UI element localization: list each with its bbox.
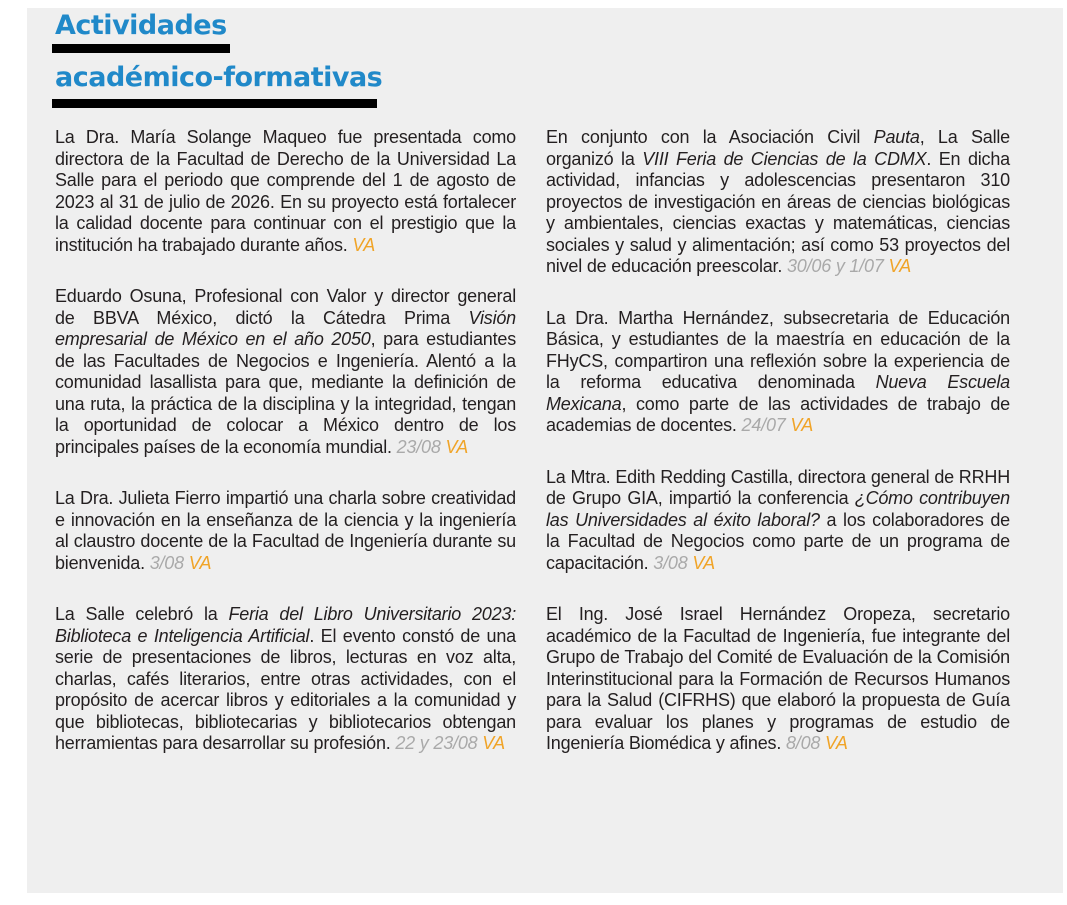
paragraph-text: , como parte de las actividades de trabajo de academias de docentes. bbox=[546, 393, 1010, 435]
va-credit: VA bbox=[352, 234, 376, 255]
news-paragraph bbox=[55, 127, 516, 256]
date-label: 3/08 bbox=[149, 552, 189, 573]
paragraph-text: La Dra. Julieta Fierro impartió una charla sobre creatividad e innovación en la enseñanza de la ciencia y la ingeniería al claustro docente de la Facultad de Ingeniería durante su bienvenida. bbox=[55, 488, 516, 573]
paragraph-text: La Salle celebró la bbox=[55, 604, 229, 624]
paragraph-text: . El evento constó de una serie de presentaciones de libros, lecturas en voz alta, charlas, cafés literarios, entre otras actividades, con el propósito de acercar libros y editoriales a la comunidad y que bibliotecas, bibliotecarias y bibliotecarios obtengan herramientas para desarrollar su profesión. bbox=[55, 625, 516, 753]
title-underline-bar-2 bbox=[52, 99, 377, 108]
date-label: 3/08 bbox=[653, 552, 693, 573]
work-title-text: Visión empresarial de México en el año 2050 bbox=[55, 307, 516, 349]
page-background bbox=[27, 8, 1063, 893]
va-credit: VA bbox=[445, 436, 469, 457]
news-column-left bbox=[55, 127, 516, 755]
paragraph-text: a los colaboradores de la Facultad de Negocios como parte de un programa de capacitación. bbox=[546, 509, 1010, 573]
work-title-text: VIII Feria de Ciencias de la CDMX bbox=[642, 148, 927, 169]
section-title-line1: Actividades bbox=[55, 10, 227, 41]
va-credit: VA bbox=[825, 733, 848, 753]
paragraph-text: El Ing. José Israel Hernández Oropeza, secretario académico de la Facultad de Ingeniería, fue integrante del Grupo de Trabajo del Comité de Evaluación de la Comisión Interinstitucional para la Formación de Recursos Humanos para la Salud (CIFRHS) que elaboró la propuesta de Guía para evaluar los planes y programas de estudio de Ingeniería Biomédica y afines. bbox=[546, 604, 1010, 753]
paragraph-text: La Mtra. Edith Redding Castilla, directora general de RRHH de Grupo GIA, impartió la conferencia bbox=[546, 466, 1010, 508]
paragraph-text: En conjunto con la Asociación Civil bbox=[546, 127, 874, 147]
va-credit: VA bbox=[888, 256, 912, 276]
news-paragraph bbox=[55, 604, 516, 755]
news-paragraph bbox=[546, 467, 1010, 575]
news-paragraph bbox=[546, 308, 1010, 437]
paragraph-text: La Dra. Martha Hernández, subsecretaria de Educación Básica, y estudiantes de la maestría en educación de la FHyCS, compartiron una reflexión sobre la experiencia de la reforma educativa denominada bbox=[546, 307, 1010, 392]
work-title-text: Pauta bbox=[873, 127, 920, 147]
paragraph-text: , para estudiantes de las Facultades de Negocios e Ingeniería. Alentó a la comunidad lasallista para que, mediante la definición de una ruta, la práctica de la disciplina y la integridad, tengan la oportunidad de colocar a México dentro de los principales países de la economía mundial. bbox=[55, 329, 516, 457]
va-credit: VA bbox=[188, 552, 212, 573]
date-label: 24/07 bbox=[741, 415, 791, 435]
section-title-line2: académico-formativas bbox=[55, 62, 383, 93]
va-credit: VA bbox=[482, 733, 505, 753]
news-paragraph bbox=[55, 286, 516, 458]
paragraph-text: , La Salle organizó la bbox=[546, 127, 1010, 169]
date-label: 23/08 bbox=[396, 436, 446, 457]
paragraph-text: . En dicha actividad, infancias y adolescencias presentaron 310 proyectos de investigación en áreas de ciencias biológicas y ambientales, ciencias exactas y matemáticas, ciencias sociales y salud y alimentación; así como 53 proyectos del nivel de educación preescolar. bbox=[546, 148, 1010, 276]
date-label: 8/08 bbox=[785, 733, 825, 753]
news-paragraph bbox=[546, 127, 1010, 278]
date-label: 30/06 y 1/07 bbox=[786, 256, 889, 276]
paragraph-text: La Dra. María Solange Maqueo fue presentada como directora de la Facultad de Derecho de la Universidad La Salle para el periodo que comprende del 1 de agosto de 2023 al 31 de julio de 2026. En su proyecto está fortalecer la calidad docente para continuar con el prestigio que la institución ha trabajado durante años. bbox=[55, 127, 516, 255]
work-title-text: Feria del Libro Universitario 2023: Biblioteca e Inteligencia Artificial bbox=[55, 604, 516, 646]
date-label: 22 y 23/08 bbox=[395, 733, 483, 753]
work-title-text: ¿Cómo contribuyen las Universidades al éxito laboral? bbox=[546, 488, 1010, 530]
va-credit: VA bbox=[692, 552, 715, 573]
news-paragraph bbox=[55, 488, 516, 574]
news-column-right bbox=[546, 127, 1010, 755]
va-credit: VA bbox=[790, 415, 814, 435]
work-title-text: Nueva Escuela Mexicana bbox=[546, 372, 1010, 414]
news-paragraph bbox=[546, 604, 1010, 755]
title-underline-bar-1 bbox=[52, 44, 230, 53]
paragraph-text: Eduardo Osuna, Profesional con Valor y director general de BBVA México, dictó la Cátedra Prima bbox=[55, 286, 516, 328]
